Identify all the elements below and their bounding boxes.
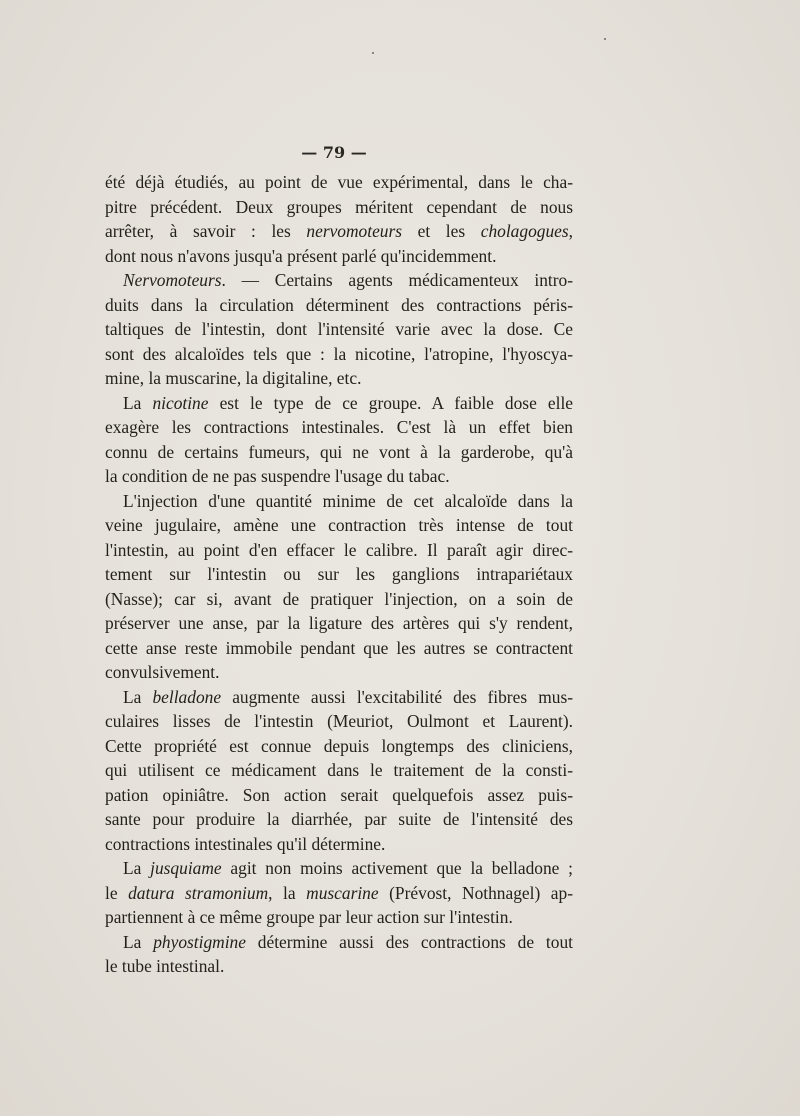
text-run: convulsivement. xyxy=(105,662,220,682)
text-run: veine jugulaire, amène une contraction très intense de tout xyxy=(105,515,573,535)
text-line xyxy=(105,538,573,563)
text-line xyxy=(105,685,573,710)
text-line xyxy=(105,856,573,881)
text-run: le xyxy=(105,882,129,903)
text-run: est le type de ce groupe. A faible dose elle xyxy=(208,392,573,413)
text-run: qui utilisent ce médicament dans le traitement de la consti- xyxy=(105,760,573,780)
text-run: augmente aussi l'excitabilité des fibres mus- xyxy=(221,686,573,707)
text-run: tement sur l'intestin ou sur les ganglions intrapariétaux xyxy=(105,564,573,584)
text-run: Cette propriété est connue depuis longtemps des cliniciens, xyxy=(105,735,573,756)
italic-term: jusquiame xyxy=(150,858,222,878)
text-run: . — Certains agents médicamenteux intro- xyxy=(221,270,573,290)
ink-speck xyxy=(372,52,374,54)
italic-term: cholagogues xyxy=(480,221,569,241)
text-line xyxy=(105,783,573,808)
text-run: L'injection d'une quantité minime de cet alcaloïde dans la xyxy=(123,490,573,511)
text-line xyxy=(105,415,573,440)
text-line xyxy=(105,513,573,538)
text-run: , xyxy=(568,221,573,241)
text-line xyxy=(105,219,573,244)
italic-term: muscarine xyxy=(306,882,379,903)
text-run: La xyxy=(123,686,153,707)
text-run: La xyxy=(123,931,154,952)
text-line xyxy=(105,195,573,220)
paragraph xyxy=(105,391,573,489)
text-run: le tube intestinal. xyxy=(105,956,225,976)
text-run: pation opiniâtre. Son action serait quelquefois assez puis- xyxy=(105,784,573,805)
text-run: connu de certains fumeurs, qui ne vont à la garderobe, qu'à xyxy=(105,441,573,462)
text-line xyxy=(105,342,573,367)
text-line xyxy=(105,293,573,318)
text-line xyxy=(105,709,573,734)
ink-speck xyxy=(604,38,606,40)
paragraph xyxy=(105,930,573,979)
text-run: sante pour produire la diarrhée, par suite de l'intensité des xyxy=(105,809,573,829)
text-line xyxy=(105,317,573,342)
text-line xyxy=(105,366,573,391)
text-line xyxy=(105,170,573,195)
text-line xyxy=(105,954,573,979)
text-line xyxy=(105,758,573,783)
text-run: détermine aussi des contractions de tout xyxy=(245,931,573,952)
text-line xyxy=(105,587,573,612)
text-line xyxy=(105,832,573,857)
text-run: La xyxy=(123,392,153,413)
text-run: et les xyxy=(402,221,481,241)
text-line xyxy=(105,660,573,685)
italic-term: nervomoteurs xyxy=(306,221,403,241)
italic-term: datura stramonium xyxy=(128,882,269,903)
text-run: dont nous n'avons jusqu'a présent parlé qu'incidemment. xyxy=(105,245,497,266)
text-run: partiennent à ce même groupe par leur action sur l'intestin. xyxy=(105,907,513,927)
page-number: — 79 — xyxy=(301,143,367,162)
text-line xyxy=(105,391,573,416)
text-line xyxy=(105,905,573,930)
text-line xyxy=(105,611,573,636)
text-run: été déjà étudiés, au point de vue expérimental, dans le cha- xyxy=(105,172,573,192)
text-line xyxy=(105,464,573,489)
text-line xyxy=(105,489,573,514)
text-run: pitre précédent. Deux groupes méritent cependant de nous xyxy=(105,196,573,217)
italic-term: belladone xyxy=(152,686,222,707)
text-run: taltiques de l'intestin, dont l'intensité varie avec la dose. Ce xyxy=(105,319,573,339)
paragraph xyxy=(105,685,573,857)
text-line xyxy=(105,440,573,465)
text-run: exagère les contractions intestinales. C'est là un effet bien xyxy=(105,417,573,437)
paragraph xyxy=(105,170,573,268)
text-run: agit non moins activement que la belladone ; xyxy=(221,858,573,878)
italic-term: nicotine xyxy=(152,392,209,413)
text-run: mine, la muscarine, la digitaline, etc. xyxy=(105,368,362,388)
paragraph xyxy=(105,856,573,930)
text-line xyxy=(105,930,573,955)
text-run: (Nasse); car si, avant de pratiquer l'injection, on a soin de xyxy=(105,588,573,609)
text-run: contractions intestinales qu'il détermine. xyxy=(105,833,386,854)
text-line xyxy=(105,244,573,269)
text-run: cette anse reste immobile pendant que les autres se contractent xyxy=(105,637,573,658)
body-text xyxy=(105,170,573,979)
text-run: préserver une anse, par la ligature des artères qui s'y rendent, xyxy=(105,613,573,633)
italic-term: phyostigmine xyxy=(153,931,246,952)
text-run: (Prévost, Nothnagel) ap- xyxy=(378,882,573,903)
text-line xyxy=(105,562,573,587)
text-run: arrêter, à savoir : les xyxy=(105,221,307,241)
text-line xyxy=(105,807,573,832)
text-line xyxy=(105,734,573,759)
text-run: sont des alcaloïdes tels que : la nicotine, l'atropine, l'hyoscya- xyxy=(105,343,573,364)
text-line xyxy=(105,268,573,293)
text-run: culaires lisses de l'intestin (Meuriot, Oulmont et Laurent). xyxy=(105,711,573,731)
text-run: , la xyxy=(268,882,307,903)
paragraph xyxy=(105,489,573,685)
text-line xyxy=(105,881,573,906)
text-run: duits dans la circulation déterminent des contractions péris- xyxy=(105,294,573,315)
paragraph xyxy=(105,268,573,391)
text-run: la condition de ne pas suspendre l'usage du tabac. xyxy=(105,466,450,486)
text-run: La xyxy=(123,858,151,878)
text-line xyxy=(105,636,573,661)
italic-term: Nervomoteurs xyxy=(123,270,222,290)
text-run: l'intestin, au point d'en effacer le calibre. Il paraît agir direc- xyxy=(105,539,573,560)
